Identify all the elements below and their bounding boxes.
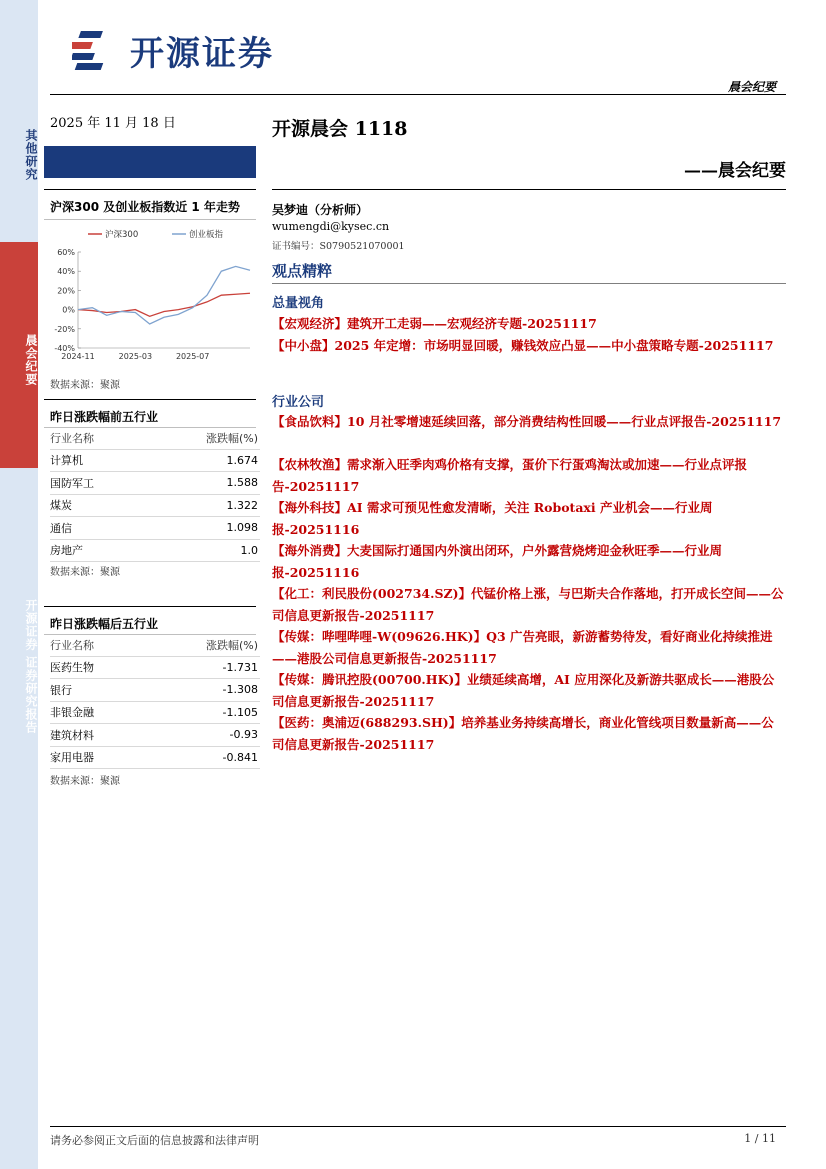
- industry-change: -0.841: [144, 746, 260, 769]
- y-tick-label: -40%: [54, 344, 75, 353]
- industry-change: 1.098: [144, 517, 260, 540]
- side-label-brand: 开源证券 证券研究报告: [24, 599, 38, 735]
- y-tick-label: 60%: [57, 248, 75, 257]
- industry-change: 1.0: [144, 539, 260, 562]
- page-number: 1 / 11: [744, 1132, 776, 1145]
- y-tick-label: 20%: [57, 286, 75, 296]
- column-header: 行业名称: [50, 427, 144, 449]
- report-link-item[interactable]: 【农林牧渔】需求渐入旺季肉鸡价格有支撑，蛋价下行蛋鸡淘汰或加速——行业点评报告-20251117: [272, 457, 748, 494]
- y-tick-label: -20%: [54, 324, 75, 334]
- header-divider: [50, 94, 786, 95]
- highlights-divider: [272, 283, 786, 284]
- chart-title-rule: [44, 219, 256, 220]
- report-link-item[interactable]: 【传媒：哔哩哔哩-W(09626.HK)】Q3 广告亮眼，新游蓄势待发，看好商业化持续推进——港股公司信息更新报告-20251117: [272, 629, 773, 666]
- table-row: [50, 494, 260, 517]
- industry-change: -0.93: [144, 724, 260, 747]
- section-heading-macro: 总量视角: [272, 296, 325, 311]
- industry-change: 1.322: [144, 494, 260, 517]
- legend-label: 沪深300: [105, 230, 139, 240]
- page-title: 开源晨会 1118: [272, 118, 408, 140]
- industry-name: 银行: [50, 679, 144, 702]
- logo-mark-icon: [72, 28, 120, 72]
- bottom5-top-rule: [44, 606, 256, 607]
- report-link-item[interactable]: 【化工：利民股份(002734.SZ)】代锰价格上涨，与巴斯夫合作落地，打开成长空间——公司信息更新报告-20251117: [272, 586, 784, 623]
- bottom5-title: 昨日涨跌幅后五行业: [50, 617, 159, 631]
- table-row: [50, 701, 260, 724]
- industry-change: -1.105: [144, 701, 260, 724]
- industry-name: 医药生物: [50, 656, 144, 679]
- industry-name: 国防军工: [50, 472, 144, 495]
- report-link-item[interactable]: 【海外消费】大麦国际打通国内外演出闭环，户外露营烧烤迎金秋旺季——行业周报-20251116: [272, 543, 723, 580]
- table-row: [50, 746, 260, 769]
- bottom5-table: [50, 634, 260, 769]
- chart-top-rule: [44, 189, 256, 190]
- section-heading-industry: 行业公司: [272, 395, 325, 410]
- report-link-item[interactable]: 【海外科技】AI 需求可预见性愈发清晰，关注 Robotaxi 产业机会——行业周报-20251116: [272, 500, 713, 537]
- table-row: [50, 472, 260, 495]
- industry-change: 1.588: [144, 472, 260, 495]
- x-tick-label: 2024-11: [61, 352, 95, 361]
- table-row: [50, 539, 260, 562]
- industry-name: 非银金融: [50, 701, 144, 724]
- table-row: [50, 449, 260, 472]
- industry-name: 家用电器: [50, 746, 144, 769]
- top5-source: 数据来源：聚源: [50, 567, 120, 578]
- legend-label: 创业板指: [189, 230, 224, 240]
- title-divider: [272, 189, 786, 190]
- page-subtitle: ——晨会纪要: [684, 161, 786, 181]
- x-tick-label: 2025-07: [175, 352, 210, 361]
- top5-top-rule: [44, 399, 256, 400]
- report-link-item[interactable]: 【医药：奥浦迈(688293.SH)】培养基业务持续高增长，商业化管线项目数量新高——公司信息更新报告-20251117: [272, 715, 774, 752]
- y-tick-label: 0%: [62, 305, 75, 315]
- industry-change: 1.674: [144, 449, 260, 472]
- top5-title: 昨日涨跌幅前五行业: [50, 410, 159, 424]
- column-header: 行业名称: [50, 634, 144, 656]
- footer-divider: [50, 1126, 786, 1127]
- table-row: [50, 517, 260, 540]
- footer-disclaimer: 请务必参阅正文后面的信息披露和法律声明: [50, 1134, 259, 1147]
- industry-name: 房地产: [50, 539, 144, 562]
- industry-name: 煤炭: [50, 494, 144, 517]
- analyst-name: 吴梦迪（分析师）: [272, 203, 369, 217]
- column-header: 涨跌幅(%): [144, 427, 260, 449]
- industry-name: 计算机: [50, 449, 144, 472]
- index-trend-chart: [44, 224, 256, 364]
- y-tick-label: 40%: [57, 267, 75, 277]
- table-row: [50, 656, 260, 679]
- analyst-certificate: 证书编号：S0790521070001: [272, 241, 405, 252]
- bottom5-source: 数据来源：聚源: [50, 776, 120, 787]
- column-header: 涨跌幅(%): [144, 634, 260, 656]
- industry-change: -1.308: [144, 679, 260, 702]
- chart-source: 数据来源：聚源: [50, 380, 120, 391]
- x-tick-label: 2025-03: [118, 352, 153, 361]
- report-link-item[interactable]: 【宏观经济】建筑开工走弱——宏观经济专题-20251117: [272, 316, 597, 331]
- industry-name: 建筑材料: [50, 724, 144, 747]
- logo-text: 开源证券: [130, 33, 274, 74]
- report-link-item[interactable]: 【食品饮料】10 月社零增速延续回落，部分消费结构性回暖——行业点评报告-20251117: [272, 414, 782, 429]
- chart-title: 沪深300 及创业板指数近 1 年走势: [50, 200, 240, 214]
- side-label-report-type: 晨会纪要: [24, 334, 38, 386]
- side-label-category: 其他研究: [24, 129, 38, 181]
- table-header-row: [50, 634, 260, 656]
- report-link-item[interactable]: 【中小盘】2025 年定增：市场明显回暖，赚钱效应凸显——中小盘策略专题-20251117: [272, 338, 774, 353]
- date-banner: [44, 146, 256, 178]
- industry-change: -1.731: [144, 656, 260, 679]
- table-row: [50, 724, 260, 747]
- table-row: [50, 679, 260, 702]
- company-logo: [72, 26, 274, 74]
- report-date: 2025 年 11 月 18 日: [50, 116, 176, 131]
- highlights-heading: 观点精粹: [272, 262, 333, 280]
- table-header-row: [50, 427, 260, 449]
- industry-name: 通信: [50, 517, 144, 540]
- report-link-item[interactable]: 【传媒：腾讯控股(00700.HK)】业绩延续高增，AI 应用深化及新游共驱成长——港股公司信息更新报告-20251117: [272, 672, 775, 709]
- series-line-hs300: [78, 293, 250, 316]
- header-tag: 晨会纪要: [727, 80, 776, 94]
- top5-table: [50, 427, 260, 562]
- analyst-email: wumengdi@kysec.cn: [272, 220, 390, 233]
